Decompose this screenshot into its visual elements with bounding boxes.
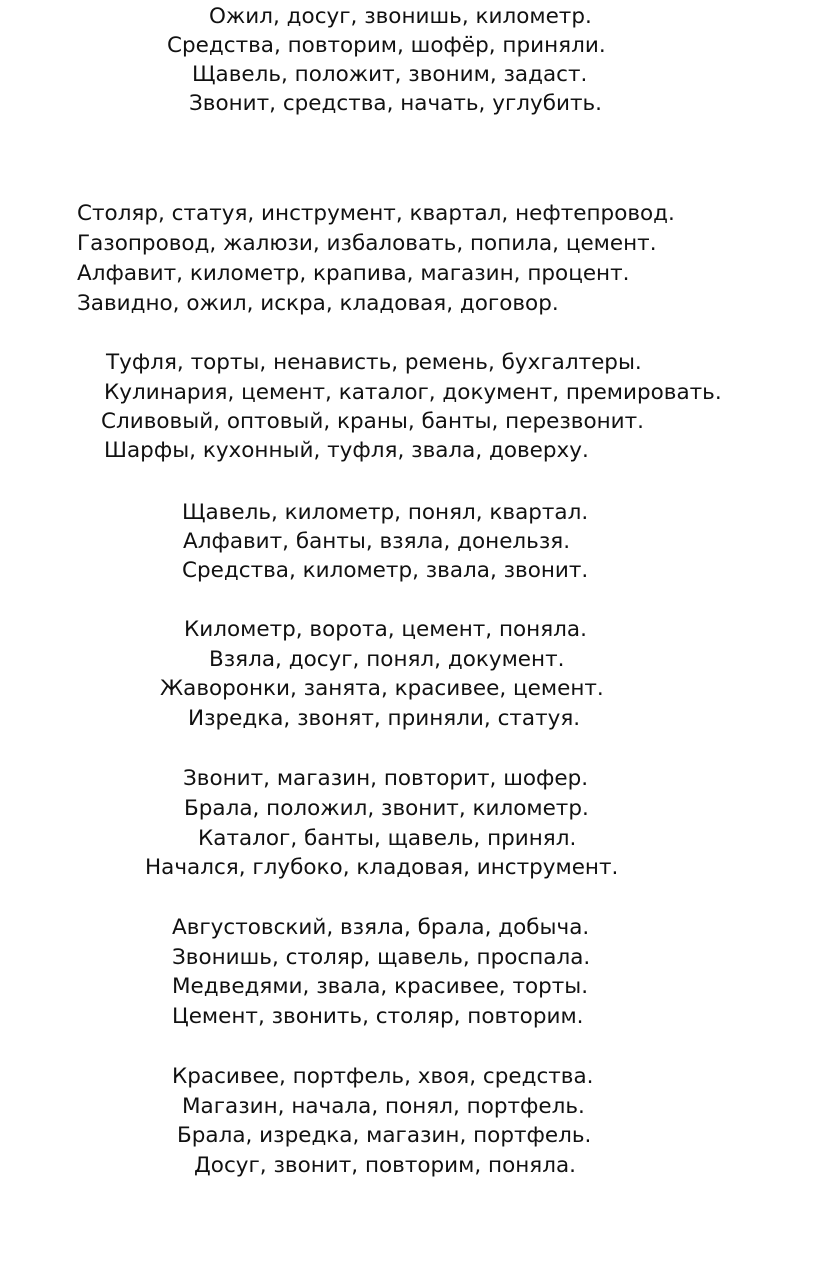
text-line: Звонит, средства, начать, углубить. — [189, 91, 602, 116]
text-line: Завидно, ожил, искра, кладовая, договор. — [77, 291, 559, 316]
text-line: Средства, повторим, шофёр, приняли. — [167, 33, 606, 58]
text-line: Каталог, банты, щавель, принял. — [198, 826, 577, 851]
text-line: Взяла, досуг, понял, документ. — [209, 647, 565, 672]
text-line: Цемент, звонить, столяр, повторим. — [172, 1004, 584, 1029]
text-line: Ожил, досуг, звонишь, километр. — [209, 4, 592, 29]
text-line: Алфавит, километр, крапива, магазин, процент. — [77, 261, 630, 286]
text-line: Жаворонки, занята, красивее, цемент. — [160, 676, 604, 701]
text-line: Начался, глубоко, кладовая, инструмент. — [145, 855, 619, 880]
text-line: Щавель, километр, понял, квартал. — [182, 500, 589, 525]
text-line: Звонит, магазин, повторит, шофер. — [183, 766, 589, 791]
text-line: Столяр, статуя, инструмент, квартал, нефтепровод. — [77, 201, 675, 226]
text-line: Красивее, портфель, хвоя, средства. — [172, 1064, 594, 1089]
text-line: Газопровод, жалюзи, избаловать, попила, цемент. — [77, 231, 657, 256]
text-line: Магазин, начала, понял, портфель. — [182, 1094, 585, 1119]
text-line: Брала, положил, звонит, километр. — [184, 796, 589, 821]
text-line: Километр, ворота, цемент, поняла. — [184, 617, 587, 642]
text-line: Медведями, звала, красивее, торты. — [172, 974, 589, 999]
text-line: Изредка, звонят, приняли, статуя. — [188, 706, 581, 731]
text-line: Звонишь, столяр, щавель, проспала. — [172, 945, 591, 970]
text-line: Щавель, положит, звоним, задаст. — [192, 62, 588, 87]
text-line: Сливовый, оптовый, краны, банты, перезвонит. — [101, 409, 644, 434]
text-line: Досуг, звонит, повторим, поняла. — [194, 1153, 576, 1178]
text-line: Кулинария, цемент, каталог, документ, премировать. — [104, 380, 722, 405]
text-line: Августовский, взяла, брала, добыча. — [172, 915, 590, 940]
text-line: Алфавит, банты, взяла, донельзя. — [183, 529, 571, 554]
text-line: Брала, изредка, магазин, портфель. — [177, 1123, 592, 1148]
text-line: Средства, километр, звала, звонит. — [182, 558, 589, 583]
text-line: Шарфы, кухонный, туфля, звала, доверху. — [104, 438, 589, 463]
text-line: Туфля, торты, ненависть, ремень, бухгалтеры. — [106, 350, 642, 375]
